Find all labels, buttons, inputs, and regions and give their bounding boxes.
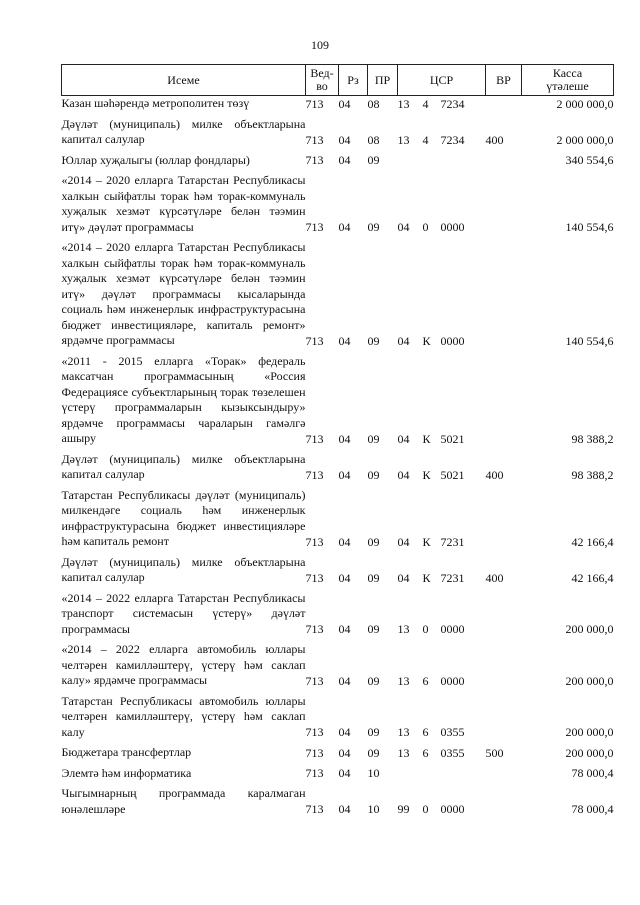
cell-csr-2	[423, 766, 441, 782]
cell-pr: 09	[367, 725, 380, 739]
cell-csr-3: 7231	[440, 534, 465, 549]
cell-csr-1: 04	[397, 431, 410, 446]
cell-ved: 713	[305, 96, 324, 111]
cell-csr-3: 0355	[440, 725, 465, 739]
cell-csr-3: 0355	[440, 745, 465, 760]
cell-csr-1: 99	[397, 802, 410, 816]
cell-pr: 09	[367, 673, 380, 688]
cell-rz: 04	[338, 622, 351, 636]
table-row	[62, 240, 614, 349]
cell-csr-1: 13	[397, 132, 410, 147]
cell-ved: 713	[305, 333, 324, 348]
cell-vr	[486, 488, 522, 550]
cell-csr-1	[398, 766, 423, 782]
table-header-row	[62, 65, 614, 96]
cell-csr-1: 04	[397, 534, 410, 549]
table-row	[62, 745, 614, 761]
cell-csr-3: 5021	[440, 431, 465, 446]
cell-amount: 98 388,2	[571, 431, 614, 446]
cell-csr-2: 6	[422, 745, 429, 760]
cell-ved: 713	[305, 622, 324, 636]
cell-csr-1: 04	[397, 570, 410, 585]
cell-csr-2: 0	[422, 220, 429, 234]
cell-csr-2: 4	[422, 132, 429, 147]
cell-pr: 09	[367, 333, 380, 348]
cell-csr-3: 7234	[440, 132, 465, 147]
cell-pr: 08	[367, 132, 380, 147]
cell-rz: 04	[338, 802, 351, 816]
cell-csr-1: 13	[397, 725, 410, 739]
header-csr: ЦСР	[398, 65, 486, 96]
cell-name: Казан шәһәрендә метрополитен төзү	[61, 96, 250, 110]
header-rz: Рз	[339, 65, 368, 96]
cell-vr	[486, 153, 522, 169]
cell-ved: 713	[305, 745, 324, 760]
cell-rz: 04	[338, 673, 351, 688]
cell-csr-2: 0	[422, 802, 429, 816]
cell-vr	[486, 240, 522, 349]
cell-amount: 42 166,4	[571, 570, 614, 585]
cell-csr-2: К	[422, 570, 431, 585]
header-vr: ВР	[486, 65, 522, 96]
cell-ved: 713	[305, 766, 324, 780]
cell-csr-3: 7231	[440, 570, 465, 585]
cell-amount: 42 166,4	[571, 534, 614, 549]
cell-csr-3: 0000	[440, 220, 465, 234]
table-row	[62, 173, 614, 235]
cell-csr-3: 0000	[440, 333, 465, 348]
cell-rz: 04	[338, 534, 351, 549]
cell-amount: 2 000 000,0	[556, 132, 614, 147]
cell-rz: 04	[338, 220, 351, 234]
cell-vr: 500	[485, 745, 504, 760]
table-row	[62, 117, 614, 148]
cell-csr-1: 13	[397, 745, 410, 760]
cell-ved: 713	[305, 153, 324, 167]
cell-ved: 713	[305, 725, 324, 739]
cell-vr: 400	[485, 467, 504, 482]
cell-name: «2014 – 2020 елларга Татарстан Республикасы халкын сыйфатлы торак һәм торак-коммуналь хуҗалык хезмәт күрсәтүләре белән тәэмин итү» дәүләт программасы	[61, 173, 306, 234]
cell-name: «2014 – 2022 елларга автомобиль юллары челтәрен камилләштерү, үстерү һәм саклап калу» ярдәмче программасы	[61, 642, 306, 687]
cell-amount: 200 000,0	[565, 673, 614, 688]
cell-csr-1: 04	[397, 220, 410, 234]
cell-amount: 140 554,6	[565, 333, 614, 348]
cell-name: Татарстан Республикасы автомобиль юллары челтәрен камилләштерү, үстерү һәм саклап калу	[61, 693, 306, 739]
cell-ved: 713	[305, 534, 324, 549]
table-row	[62, 153, 614, 169]
cell-ved: 713	[305, 802, 324, 816]
cell-ved: 713	[305, 467, 324, 482]
cell-pr: 09	[367, 570, 380, 585]
header-name: Исеме	[62, 65, 306, 96]
cell-pr: 09	[367, 534, 380, 549]
cell-name: Дәүләт (муниципаль) милке объектларына капитал салулар	[61, 116, 306, 146]
cell-vr	[486, 96, 522, 112]
cell-name: Чыгымнарның программада каралмаган юнәлешләре	[61, 786, 306, 816]
table-row	[62, 488, 614, 550]
table-row	[62, 642, 614, 689]
cell-name: «2014 – 2020 елларга Татарстан Республикасы халкын сыйфатлы торак һәм торак-коммуналь хуҗалык хезмәт күрсәтүләре белән тәэмин итү» дәүләт программасы кысаларында социаль һәм инженерлык инфраструктурасына бюджет инвестицияләре, капиталь ремонт» ярдәмче программасы	[61, 240, 306, 347]
cell-amount: 200 000,0	[565, 745, 614, 760]
cell-rz: 04	[338, 333, 351, 348]
cell-pr: 10	[367, 766, 380, 780]
cell-name: Дәүләт (муниципаль) милке объектларына капитал салулар	[61, 554, 306, 584]
cell-name: Юллар хуҗалыгы (юллар фондлары)	[61, 152, 250, 167]
cell-ved: 713	[305, 220, 324, 234]
table-row	[62, 96, 614, 112]
table-row	[62, 354, 614, 447]
cell-pr: 09	[367, 467, 380, 482]
cell-csr-3: 0000	[440, 802, 465, 816]
cell-name: Дәүләт (муниципаль) милке объектларына капитал салулар	[61, 451, 306, 481]
cell-csr-3	[441, 766, 486, 782]
cell-ved: 713	[305, 570, 324, 585]
cell-csr-1: 13	[397, 673, 410, 688]
cell-csr-2: 0	[422, 622, 429, 636]
table-row	[62, 786, 614, 817]
cell-csr-3: 5021	[440, 467, 465, 482]
cell-pr: 09	[367, 431, 380, 446]
cell-amount: 78 000,4	[571, 766, 614, 780]
table-row	[62, 766, 614, 782]
cell-csr-2	[423, 153, 441, 169]
cell-csr-3: 7234	[440, 96, 465, 111]
table-row	[62, 555, 614, 586]
table-row	[62, 452, 614, 483]
cell-pr: 09	[367, 220, 380, 234]
cell-pr: 10	[367, 802, 380, 816]
cell-name: «2011 - 2015 елларга «Торак» федераль максатчан программасының «Россия Федерациясе субъектларының торак төзелешен үстерү программаларын кызыксындыру» ярдәмче программасы чараларын гамәлгә ашыру	[61, 353, 306, 445]
cell-rz: 04	[338, 766, 351, 780]
cell-csr-2: 6	[422, 725, 429, 739]
cell-ved: 713	[305, 673, 324, 688]
cell-vr	[486, 354, 522, 447]
cell-vr: 400	[485, 570, 504, 585]
table-row	[62, 694, 614, 741]
cell-name: Бюджетара трансфертлар	[61, 745, 192, 759]
cell-amount: 98 388,2	[571, 467, 614, 482]
cell-rz: 04	[338, 132, 351, 147]
cell-csr-1: 04	[397, 333, 410, 348]
cell-rz: 04	[338, 431, 351, 446]
cell-pr: 09	[367, 153, 380, 167]
cell-csr-1: 13	[397, 96, 410, 111]
cell-csr-2: К	[422, 333, 431, 348]
cell-amount: 140 554,6	[565, 220, 614, 234]
cell-rz: 04	[338, 745, 351, 760]
cell-amount: 340 554,6	[565, 153, 614, 167]
cell-vr	[486, 642, 522, 689]
cell-vr	[486, 786, 522, 817]
header-kassa: Касса үтәлеше	[522, 65, 614, 96]
cell-pr: 09	[367, 745, 380, 760]
cell-csr-2: 4	[422, 96, 429, 111]
cell-rz: 04	[338, 153, 351, 167]
cell-pr: 09	[367, 622, 380, 636]
cell-csr-2: К	[422, 431, 431, 446]
cell-amount: 200 000,0	[565, 622, 614, 636]
cell-vr	[486, 766, 522, 782]
cell-vr	[486, 591, 522, 638]
table-row	[62, 591, 614, 638]
cell-csr-3: 0000	[440, 673, 465, 688]
cell-rz: 04	[338, 96, 351, 111]
cell-csr-2: 6	[422, 673, 429, 688]
cell-name: Элемтә һәм информатика	[61, 765, 192, 780]
header-pr: ПР	[368, 65, 398, 96]
cell-name: Татарстан Республикасы дәүләт (муниципаль) милкендәге социаль һәм инженерлык инфраструктурасына бюджет инвестицияләре һәм капиталь ремонт	[61, 487, 306, 548]
cell-rz: 04	[338, 725, 351, 739]
cell-rz: 04	[338, 570, 351, 585]
cell-csr-2: К	[422, 534, 431, 549]
cell-csr-1: 04	[397, 467, 410, 482]
cell-vr	[486, 694, 522, 741]
cell-csr-2: К	[422, 467, 431, 482]
cell-csr-3	[441, 153, 486, 169]
cell-name: «2014 – 2022 елларга Татарстан Республикасы транспорт системасын үстерү» дәүләт программасы	[61, 590, 306, 636]
cell-amount: 200 000,0	[565, 725, 614, 739]
cell-vr	[486, 173, 522, 235]
budget-table	[61, 64, 614, 817]
cell-csr-1: 13	[397, 622, 410, 636]
cell-ved: 713	[305, 431, 324, 446]
cell-ved: 713	[305, 132, 324, 147]
cell-vr: 400	[485, 132, 504, 147]
cell-csr-3: 0000	[440, 622, 465, 636]
cell-rz: 04	[338, 467, 351, 482]
page-number: 109	[311, 38, 329, 52]
cell-csr-1	[398, 153, 423, 169]
cell-pr: 08	[367, 96, 380, 111]
header-ved: Вед- во	[306, 65, 339, 96]
cell-amount: 2 000 000,0	[556, 96, 614, 111]
cell-amount: 78 000,4	[571, 802, 614, 816]
